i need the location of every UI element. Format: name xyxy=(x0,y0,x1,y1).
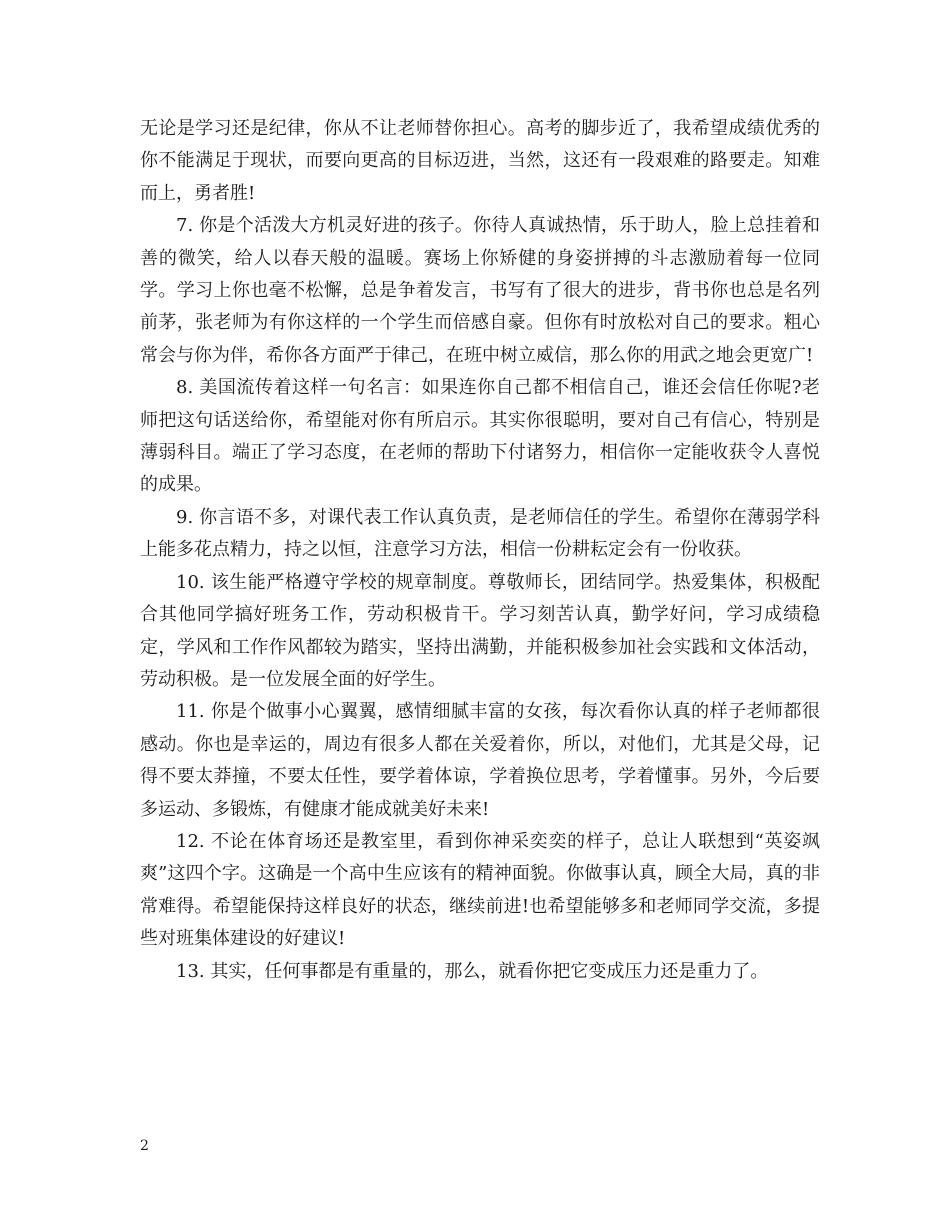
paragraph-item-8: 8. 美国流传着这样一句名言：如果连你自己都不相信自己，谁还会信任你呢?老师把这句话送给你，希望能对你有所启示。其实你很聪明，要对自己有信心，特别是薄弱科目。端正了学习态度，在老师的帮助下付诸努力，相信你一定能收获令人喜悦的成果。 xyxy=(140,377,820,496)
paragraph-item-7: 7. 你是个活泼大方机灵好进的孩子。你待人真诚热情，乐于助人，脸上总挂着和善的微笑，给人以春天般的温暖。赛场上你矫健的身姿拼搏的斗志激励着每一位同学。学习上你也毫不松懈，总是争着发言，书写有了很大的进步，背书你也总是名列前茅，张老师为有你这样的一个学生而倍感自豪。但你有时放松对自己的要求。粗心常会与你为伴，希你各方面严于律己，在班中树立威信，那么你的用武之地会更宽广! xyxy=(140,215,820,366)
paragraph-item-10: 10. 该生能严格遵守学校的规章制度。尊敬师长，团结同学。热爱集体，积极配合其他同学搞好班务工作，劳动积极肯干。学习刻苦认真，勤学好问，学习成绩稳定，学风和工作作风都较为踏实，坚持出满勤，并能积极参加社会实践和文体活动，劳动积极。是一位发展全面的好学生。 xyxy=(140,571,820,690)
paragraph-item-9: 9. 你言语不多，对课代表工作认真负责，是老师信任的学生。希望你在薄弱学科上能多花点精力，持之以恒，注意学习方法，相信一份耕耘定会有一份收获。 xyxy=(140,506,820,561)
paragraph-item-13: 13. 其实，任何事都是有重量的，那么，就看你把它变成压力还是重力了。 xyxy=(176,960,769,982)
page-number: 2 xyxy=(140,1138,149,1154)
document-body xyxy=(140,113,820,988)
paragraph-continuation: 无论是学习还是纪律，你从不让老师替你担心。高考的脚步近了，我希望成绩优秀的你不能满足于现状，而要向更高的目标迈进，当然，这还有一段艰难的路要走。知难而上，勇者胜! xyxy=(140,118,820,204)
paragraph-item-12: 12. 不论在体育场还是教室里，看到你神采奕奕的样子，总让人联想到“英姿飒爽”这四个字。这确是一个高中生应该有的精神面貌。你做事认真，顾全大局，真的非常难得。希望能保持这样良好的状态，继续前进!也希望能够多和老师同学交流，多提些对班集体建设的好建议! xyxy=(140,830,820,950)
paragraph-item-11: 11. 你是个做事小心翼翼，感情细腻丰富的女孩，每次看你认真的样子老师都很感动。你也是幸运的，周边有很多人都在关爱着你，所以，对他们，尤其是父母，记得不要太莽撞，不要太任性，要学着体谅，学着换位思考，学着懂事。另外，今后要多运动、多锻炼，有健康才能成就美好未来! xyxy=(140,701,820,820)
